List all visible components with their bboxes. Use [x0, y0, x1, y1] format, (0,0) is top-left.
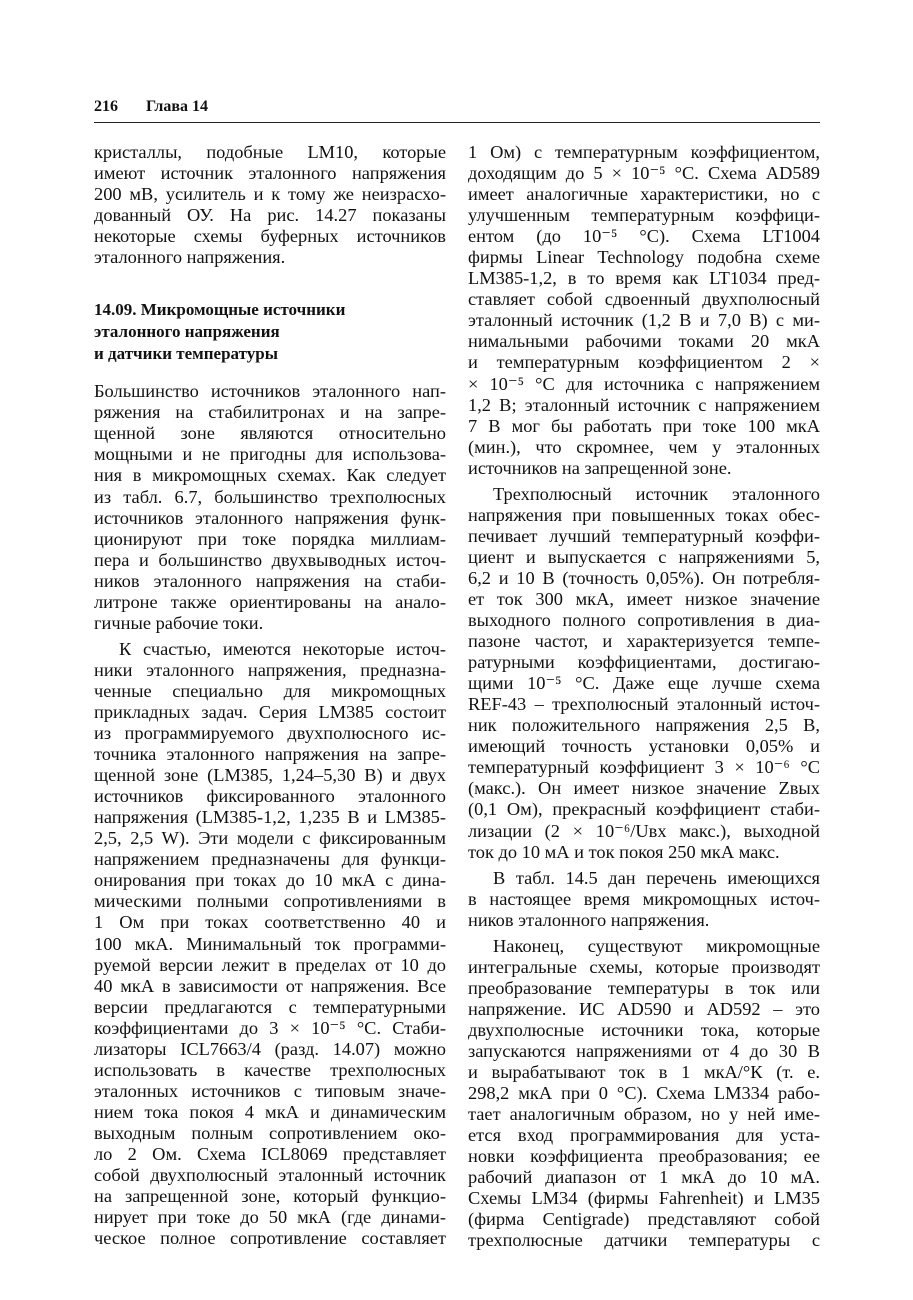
paragraph-table-ref [468, 868, 820, 931]
text-line: использовать в качестве трехполюсных [94, 1059, 446, 1080]
text-line: коэффициентами до 3 × 10⁻⁵ °С. Стаби- [94, 1017, 446, 1038]
text-line: источников на запрещенной зоне. [468, 457, 732, 478]
text-line: из табл. 6.7, большинство трехполюсных [94, 486, 446, 507]
running-header [94, 98, 820, 123]
text-line: тает аналогичным образом, но у ней име- [468, 1104, 820, 1125]
text-line: 1 Ом при токах соответственно 40 и [94, 912, 446, 933]
text-line: (мин.), что скромнее, чем у эталонных [468, 436, 820, 457]
paragraph-ad589-lt1004 [468, 142, 820, 479]
text-line: из программируемого двухполюсного ис- [94, 723, 446, 744]
text-line: напряжения (LM385-1,2, 1,235 В и LM385- [94, 807, 446, 828]
paragraph-lm385 [94, 639, 446, 1249]
text-line: ционируют при токе порядка миллиам- [94, 528, 446, 549]
text-line: 1 Ом) с температурным коэффициентом, [468, 142, 820, 162]
text-line: ческое полное сопротивление составляет [94, 1228, 446, 1249]
text-line: и вырабатывают ток в 1 мкА/°К (т. е. [468, 1062, 820, 1083]
text-line: Трехполюсный источник эталонного [493, 483, 820, 504]
paragraph-intro-continuation [94, 142, 446, 268]
text-line: × 10⁻⁵ °С для источника с напряжением [468, 373, 820, 394]
text-line: нимальными рабочими токами 20 мкА [468, 331, 820, 352]
section-heading [94, 299, 446, 365]
heading-line: 14.09. Микромощные источники [94, 300, 346, 320]
text-line: ентом (до 10⁻⁵ °С). Схема LT1004 [468, 226, 820, 247]
text-line: онирования при токах до 10 мкА с дина- [94, 870, 446, 891]
text-line: пера и большинство двухвыводных источ- [94, 549, 446, 570]
paragraph-temperature-sensors [468, 936, 820, 1252]
text-line: имеет аналогичные характеристики, но с [468, 184, 820, 205]
text-line: трехполюсные датчики температуры с [468, 1230, 820, 1251]
text-line: (фирма Centigrade) представляют собой [468, 1209, 820, 1230]
right-column [468, 142, 820, 1251]
text-line: точника эталонного напряжения на запре- [94, 744, 446, 765]
text-line: лизации (2 × 10⁻⁶/Uвх макс.), выходной [468, 820, 820, 841]
text-line: К счастью, имеются некоторые источ- [119, 638, 446, 659]
page-number: 216 [94, 98, 118, 115]
text-line: руемой версии лежит в пределах от 10 до [94, 954, 446, 975]
text-line: Наконец, существуют микромощные [493, 935, 820, 956]
text-line: напряжения при повышенных токах обес- [468, 504, 820, 525]
text-line: 1,2 В; эталонный источник с напряжением [468, 394, 820, 415]
text-line: ния в микромощных схемах. Как следует [94, 465, 446, 486]
text-line: двухполюсные источники тока, которые [468, 1019, 820, 1040]
text-line: ет ток 300 мкА, имеет низкое значение [468, 588, 820, 609]
text-line: ло 2 Ом. Схема ICL8069 представляет [94, 1143, 446, 1164]
text-line: ников эталонного напряжения на стаби- [94, 570, 446, 591]
heading-line: и датчики температуры [94, 344, 278, 364]
text-line: 6,2 и 10 В (точность 0,05%). Он потребля- [468, 567, 820, 588]
heading-line: эталонного напряжения [94, 322, 280, 342]
text-line: REF-43 – трехполюсный эталонный источ- [468, 694, 820, 715]
text-line: напряжением предназначены для функци- [94, 849, 446, 870]
text-line: (макс.). Он имеет низкое значение Zвых [468, 778, 820, 799]
text-line: некоторые схемы буферных источников [94, 226, 446, 247]
text-line: LM385-1,2, в то время как LT1034 пред- [468, 268, 820, 289]
text-line: напряжение. ИС AD590 и AD592 – это [468, 998, 820, 1019]
text-line: версии предлагаются с температурными [94, 996, 446, 1017]
text-line: доходящим до 5 × 10⁻⁵ °С. Схема AD589 [468, 163, 820, 184]
text-line: запускаются напряжениями от 4 до 30 В [468, 1040, 820, 1061]
text-line: щенной зоне (LM385, 1,24–5,30 В) и двух [94, 765, 446, 786]
text-line: рабочий диапазон от 1 мкА до 10 мА. [468, 1167, 820, 1188]
paragraph-three-terminal [468, 484, 820, 863]
text-line: кристаллы, подобные LM10, которые [94, 142, 446, 162]
text-line: улучшенным температурным коэффици- [468, 205, 820, 226]
text-line: ется вход программирования для уста- [468, 1125, 820, 1146]
text-line: 7 В мог бы работать при токе 100 мкА [468, 415, 820, 436]
left-column [94, 142, 446, 1249]
text-line: ток до 10 мА и ток покоя 250 мкА макс. [468, 841, 780, 862]
text-line: ратурными коэффициентами, достигаю- [468, 652, 820, 673]
text-line: литроне также ориентированы на анало- [94, 591, 446, 612]
text-line: циент и выпускается с напряжениями 5, [468, 546, 820, 567]
text-line: Большинство источников эталонного нап- [94, 381, 446, 402]
text-line: 2,5, 2,5 W). Эти модели с фиксированным [94, 828, 446, 849]
text-line: В табл. 14.5 дан перечень имеющихся [493, 867, 820, 888]
text-line: на запрещенной зоне, который функцио- [94, 1186, 446, 1207]
text-line: мическими полными сопротивлениями в [94, 891, 446, 912]
text-line: щими 10⁻⁵ °С. Даже еще лучше схема [468, 673, 820, 694]
text-line: 298,2 мкА при 0 °С). Схема LM334 рабо- [468, 1083, 820, 1104]
text-line: источников фиксированного эталонного [94, 786, 446, 807]
text-line: нием тока покоя 4 мкА и динамическим [94, 1101, 446, 1122]
text-line: 100 мкА. Минимальный ток программи- [94, 933, 446, 954]
text-line: новки коэффициента преобразования; ее [468, 1146, 820, 1167]
chapter-title: Глава 14 [146, 98, 208, 115]
text-line: дованный ОУ. На рис. 14.27 показаны [94, 205, 446, 226]
text-line: собой двухполюсный эталонный источник [94, 1165, 446, 1186]
text-line: ник положительного напряжения 2,5 В, [468, 715, 820, 736]
text-line: источников эталонного напряжения функ- [94, 507, 446, 528]
text-line: прикладных задач. Серия LM385 состоит [94, 701, 446, 722]
text-line: ников эталонного напряжения. [468, 909, 710, 930]
text-line: мощными и не пригодны для использова- [94, 444, 446, 465]
text-line: нирует при токе до 50 мкА (где динами- [94, 1207, 446, 1228]
text-line: эталонного напряжения. [94, 247, 286, 268]
text-line: интегральные схемы, которые производят [468, 956, 820, 977]
text-line: имеющий точность установки 0,05% и [468, 736, 820, 757]
text-line: эталонный источник (1,2 В и 7,0 В) с ми- [468, 310, 820, 331]
text-line: ряжения на стабилитронах и на запре- [94, 402, 446, 423]
paragraph-micropower-intro [94, 381, 446, 634]
text-line: фирмы Linear Technology подобна схеме [468, 247, 820, 268]
text-line: температурный коэффициент 3 × 10⁻⁶ °С [468, 757, 820, 778]
text-line: и температурным коэффициентом 2 × [468, 352, 820, 373]
text-line: пазоне частот, и характеризуется темпе- [468, 631, 820, 652]
text-line: выходного полного сопротивления в диа- [468, 610, 820, 631]
text-line: 200 мВ, усилитель и к тому же неизрасхо- [94, 184, 446, 205]
text-line: 40 мкА в зависимости от напряжения. Все [94, 975, 446, 996]
text-line: гичные рабочие токи. [94, 612, 264, 633]
text-line: щенной зоне являются относительно [94, 423, 446, 444]
text-line: ники эталонного напряжения, предназна- [94, 659, 446, 680]
text-line: Схемы LM34 (фирмы Fahrenheit) и LM35 [468, 1188, 820, 1209]
text-line: ставляет собой сдвоенный двухполюсный [468, 289, 820, 310]
text-line: выходным полным сопротивлением око- [94, 1122, 446, 1143]
text-line: эталонных источников с типовым значе- [94, 1080, 446, 1101]
text-line: в настоящее время микромощных источ- [468, 888, 820, 909]
text-line: преобразование температуры в ток или [468, 977, 820, 998]
text-line: (0,1 Ом), прекрасный коэффициент стаби- [468, 799, 820, 820]
text-line: имеют источник эталонного напряжения [94, 163, 446, 184]
text-line: печивает лучший температурный коэффи- [468, 525, 820, 546]
text-line: лизаторы ICL7663/4 (разд. 14.07) можно [94, 1038, 446, 1059]
text-line: ченные специально для микромощных [94, 680, 446, 701]
